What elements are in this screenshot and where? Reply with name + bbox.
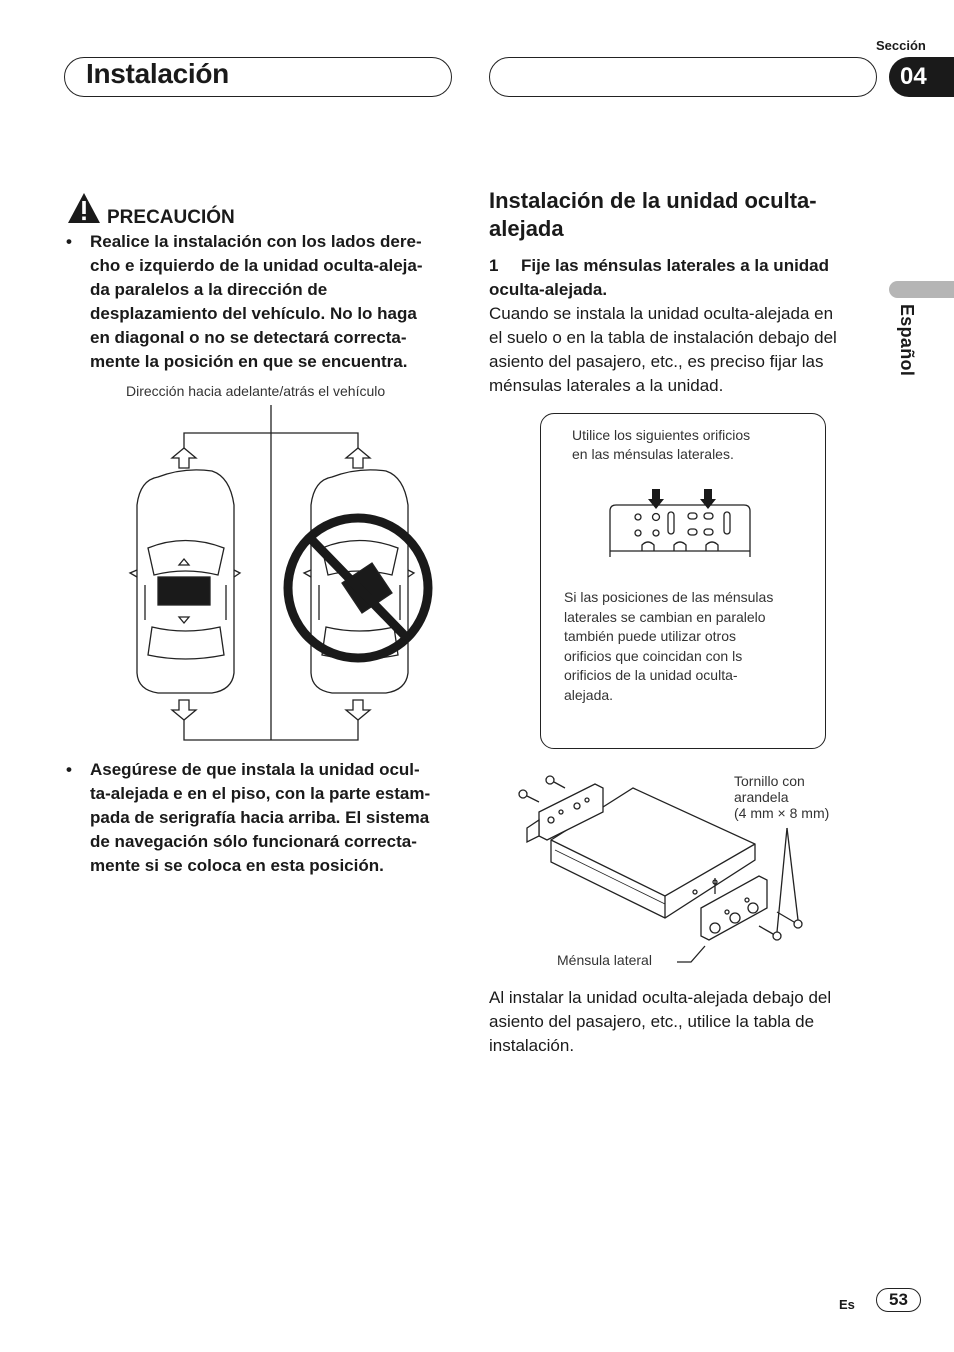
footer-language-code: Es: [839, 1297, 855, 1312]
screw-label: Tornillo con arandela (4 mm × 8 mm): [734, 773, 830, 821]
header-blank-frame: [489, 57, 877, 97]
bracket-label: Ménsula lateral: [557, 952, 652, 968]
note-holes: Utilice los siguientes orificios en las ménsulas laterales.: [572, 427, 751, 462]
step-body: Cuando se instala la unidad oculta-alejada en el suelo o en la tabla de instalación debajo del asiento del pasajero, etc., es preciso fijar las ménsulas laterales a la unidad.: [489, 304, 837, 395]
car-orientation-diagram: [130, 405, 440, 745]
section-number-tab: [889, 57, 954, 97]
page-number-badge: [876, 1288, 921, 1312]
bracket-holes-figure: [608, 487, 753, 559]
note-positions: Si las posiciones de las ménsulas laterales se cambian en paralelo también puede utilizar otros orificios que coincidan con ls orificios de la unidad oculta- alejada.: [564, 589, 774, 703]
caution-bullet-1: Realice la instalación con los lados dere- cho e izquierdo de la unidad oculta-aleja- da paralelos a la dirección de desplazamiento del vehículo. No lo haga en diagonal o no se detectará correcta- mente la posición en que se encuentra.: [90, 232, 423, 371]
figure-label-direction: Dirección hacia adelante/atrás el vehículo: [126, 383, 386, 399]
language-tab: [889, 281, 954, 298]
bullet-dot: •: [66, 760, 72, 779]
section-label: Sección: [876, 38, 926, 53]
section-number: 04: [900, 63, 927, 90]
warning-icon: [66, 191, 102, 225]
final-paragraph: Al instalar la unidad oculta-alejada debajo del asiento del pasajero, etc., utilice la tabla de instalación.: [489, 988, 832, 1055]
bullet-dot: •: [66, 232, 72, 251]
step-title: Fije las ménsulas laterales a la unidad oculta-alejada.: [489, 256, 830, 299]
section-heading: Instalación de la unidad oculta- alejada: [489, 188, 817, 241]
step-number: 1: [489, 256, 499, 275]
caution-bullet-2: Asegúrese de que instala la unidad ocul- ta-alejada e en el piso, con la parte estam- pada de serigrafía hacia arriba. El sistema de navegación sólo funcionará correcta- mente si se coloca en esta posición.: [90, 760, 431, 875]
caution-title: PRECAUCIÓN: [107, 207, 235, 228]
page-title: Instalación: [86, 58, 229, 89]
page-number: 53: [889, 1290, 908, 1309]
language-label: Español: [897, 304, 917, 377]
